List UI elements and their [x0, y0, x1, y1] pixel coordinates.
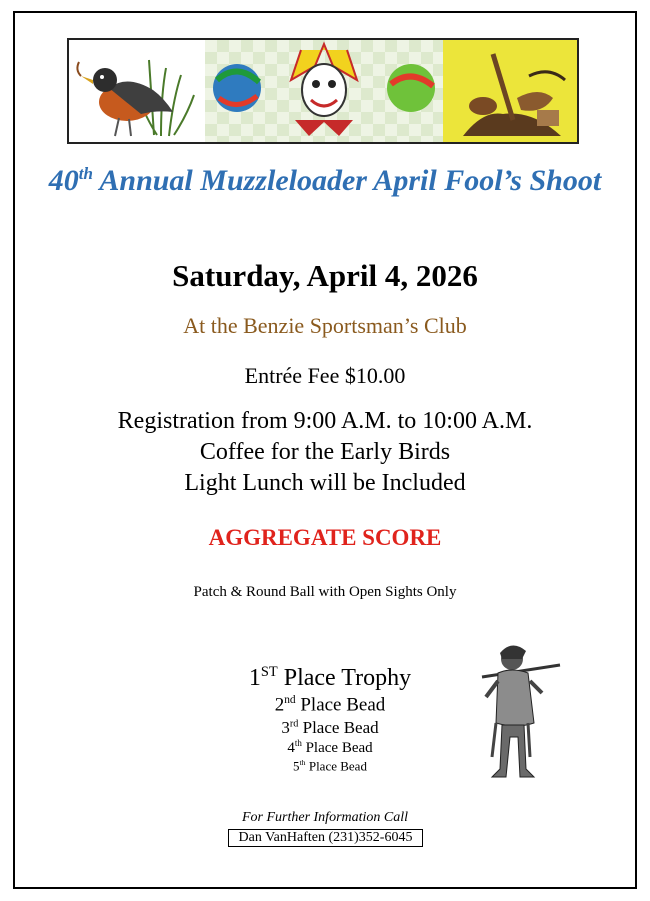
scoring-type: AGGREGATE SCORE: [208, 525, 442, 550]
frontiersman-icon: [472, 637, 562, 783]
title-text: Annual Muzzleloader April Fool’s Shoot: [92, 164, 602, 197]
title-number: 40: [48, 164, 79, 197]
contact-phone: Dan VanHaften (231)352-6045: [228, 829, 423, 847]
schedule-registration: Registration from 9:00 A.M. to 10:00 A.M.: [117, 408, 533, 434]
schedule-lunch: Light Lunch will be Included: [184, 470, 466, 496]
prize-item: 2nd Place Bead: [274, 694, 386, 716]
schedule-coffee: Coffee for the Early Birds: [199, 439, 451, 465]
header-banner: [67, 38, 579, 144]
prize-item: 5th Place Bead: [293, 758, 367, 774]
schedule: [0, 406, 650, 499]
event-title: [0, 155, 650, 200]
shooting-rules: Patch & Round Ball with Open Sights Only: [193, 584, 457, 600]
prize-list: [160, 663, 500, 775]
powder-horn-gear-icon: [443, 40, 577, 142]
prize-item: 1ST Place Trophy: [248, 664, 412, 691]
contact-label: For Further Information Call: [241, 810, 409, 825]
robin-bird-icon: [69, 40, 205, 142]
jester-mask-icon: [205, 40, 443, 142]
prize-item: 3rd Place Bead: [281, 718, 379, 738]
entry-fee: Entrée Fee $10.00: [244, 363, 406, 388]
event-venue: At the Benzie Sportsman’s Club: [183, 313, 467, 338]
title-ordinal-suffix: th: [78, 164, 93, 183]
event-date: Saturday, April 4, 2026: [172, 258, 478, 293]
prize-item: 4th Place Bead: [287, 738, 373, 757]
